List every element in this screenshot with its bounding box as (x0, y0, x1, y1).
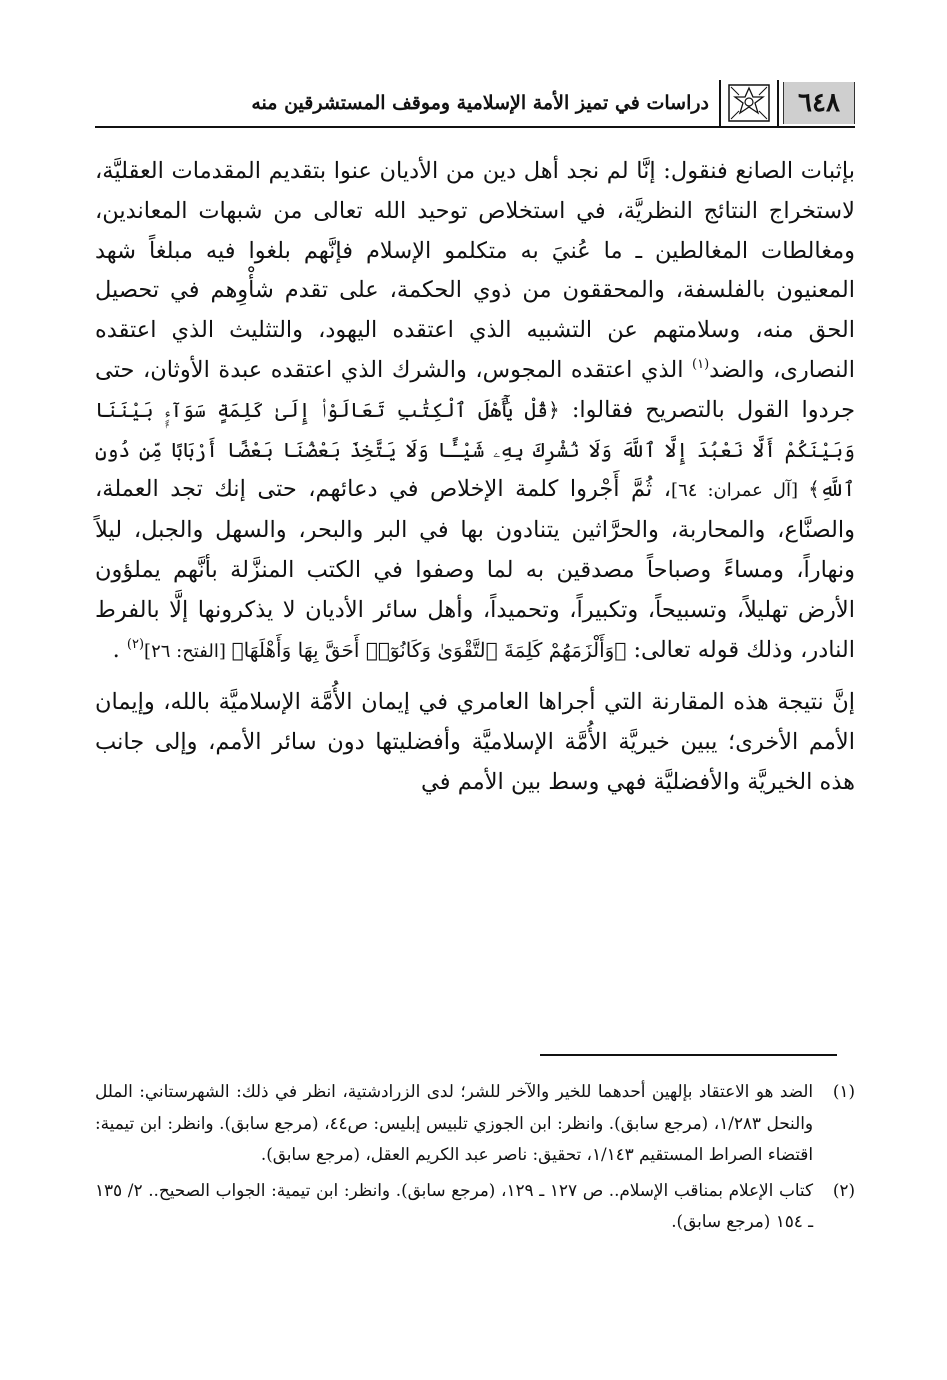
quran-verse-1: ﴿قُلْ يَٰٓأَهْلَ ٱلْكِتَٰبِ تَعَالَوْا۟ إِلَىٰ كَلِمَةٍ سَوَآءٍۭ بَيْنَنَا وَبَيْنَكُمْ أَلَّا نَعْبُدَ إِلَّا ٱللَّهَ وَلَا نُشْرِكَ بِهِۦ شَيْـًٔا وَلَا يَتَّخِذَ بَعْضُنَا بَعْضًا أَرْبَابًا مِّن دُونِ ٱللَّهِ﴾ (95, 397, 855, 502)
footnote-text: الضد هو الاعتقاد بإلهين أحدهما للخير والآخر للشر؛ لدى الزرادشتية، انظر في ذلك: الشهرستاني: الملل والنحل ١/٢٨٣، (مرجع سابق). وانظر: ابن الجوزي تلبيس إبليس: ص٤٤، (مرجع سابق). وانظر: ابن تيمية: اقتضاء الصراط المستقيم ١/١٤٣، تحقيق: ناصر عبد الكريم العقل، (مرجع سابق). (95, 1081, 813, 1164)
running-title: دراسات في تميز الأمة الإسلامية وموقف المستشرقين منه (251, 92, 709, 114)
footnote-ref-2: (٢) (126, 636, 145, 652)
star-ornament-icon (719, 80, 779, 126)
page-header (95, 78, 855, 128)
paragraph-1-text-a: بإثبات الصانع فنقول: إنَّا لم نجد أهل دين من الأديان عنوا بتقديم المقدمات العقليَّة، لاستخراج النتائج النظريَّة، في استخلاص توحيد الله تعالى من شبهات المعاندين، ومغالطات المغالطين ـ ما عُنيَ به متكلمو الإسلام فإنَّهم بلغوا فيه مبلغاً شهد المعنيون بالفلسفة، والمحققون من ذوي الحكمة، على تقدم شأْوِهم في تحصيل الحق منه، وسلامتهم عن التشبيه الذي اعتقده اليهود، والتثليث الذي اعتقده النصارى، والضد (95, 158, 856, 383)
paragraph-1-end: . (112, 636, 127, 663)
page-number: ٦٤٨ (783, 82, 855, 124)
paragraph-1-text-b: الذي اعتقده المجوس، والشرك الذي اعتقده عبدة الأوثان، حتى جردوا القول بالتصريح فقالوا: (95, 356, 855, 423)
quran-verse-2: ﴿وَأَلْزَمَهُمْ كَلِمَةَ ٱلتَّقْوَىٰ وَكَانُوٓا۟ أَحَقَّ بِهَا وَأَهْلَهَا﴾ (231, 637, 627, 662)
footnote-rule (540, 1054, 837, 1056)
footnote-1 (95, 1076, 855, 1171)
footnote-text: كتاب الإعلام بمناقب الإسلام.. ص ١٢٧ ـ ١٢٩، (مرجع سابق). وانظر: ابن تيمية: الجواب الصحيح.. ٢/ ١٣٥ ـ ١٥٤ (مرجع سابق). (95, 1179, 813, 1231)
footnote-2 (95, 1175, 855, 1238)
paragraph-1-text-c: ، ثُمَّ أَجْروا كلمة الإخلاص في دعائهم، حتى إنك تجد العملة، والصنَّاع، والمحاربة، والحرَّاثين يتنادون بها في البر والبحر، والسهل والجبل، ليلاً ونهاراً، ومساءً وصباحاً مصدقين به لما وصفوا في الكتب المنزَّلة بأنَّهم يملؤون الأرض تهليلاً، وتسبيحاً، وتكبيراً، وتحميداً، وأهل سائر الأديان لا يذكرونها إلَّا بالفرط النادر، وذلك قوله تعالى: (95, 476, 855, 663)
footnote-number: (١) (832, 1081, 855, 1101)
main-text (95, 152, 855, 803)
footnotes (95, 1076, 855, 1242)
paragraph-2: إنَّ نتيجة هذه المقارنة التي أجراها العامري في إيمان الأُمَّة الإسلاميَّة بالله، وإيمان الأمم الأخرى؛ يبين خيريَّة الأُمَّة الإسلاميَّة وأفضليتها دون سائر الأمم، وإلى جانب هذه الخيريَّة والأفضليَّة فهي وسط بين الأمم في (95, 689, 855, 795)
header-rule (95, 126, 855, 128)
verse-citation-1: [آل عمران: ٦٤] (671, 480, 809, 502)
footnote-number: (٢) (832, 1179, 855, 1200)
paragraph-1 (95, 152, 855, 671)
footnote-ref-1: (١) (692, 356, 710, 372)
verse-citation-2: [الفتح: ٢٦] (144, 640, 232, 662)
